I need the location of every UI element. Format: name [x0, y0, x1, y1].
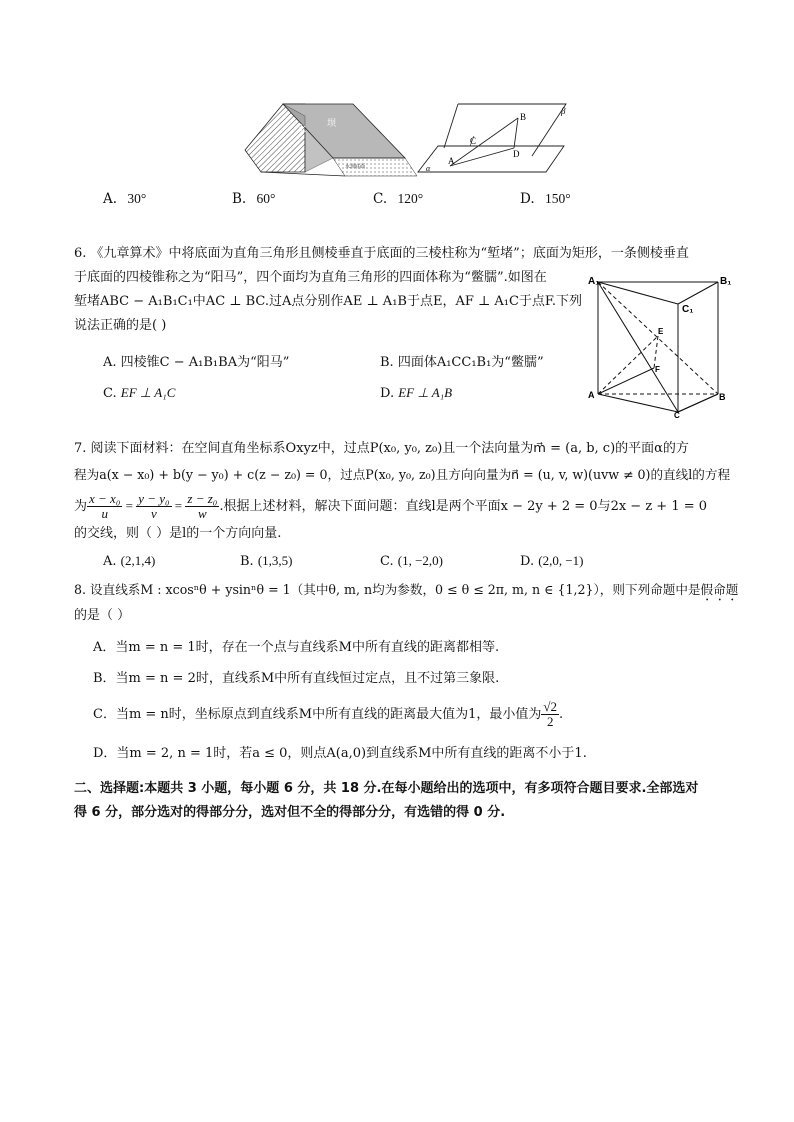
prism-label-A1: A₁ — [588, 276, 600, 287]
planes-label-D: D — [513, 149, 520, 159]
q7-fraction-y — [136, 492, 171, 521]
prism-label-C: C — [674, 411, 680, 420]
q8-line1-text: 8. 设直线系M : xcosⁿθ + ysinⁿθ = 1（其中θ, m, n均为参数，0 ≤ θ ≤ 2π, m, n ∈ {1,2}），则下列命题中是 — [74, 582, 701, 597]
fraction-numerator: √2 — [543, 699, 558, 714]
section2-line1: 二、选择题:本题共 3 小题，每小题 6 分，共 18 分.在每小题给出的选项中，有多项符合题目要求.全部选对 — [74, 781, 699, 796]
option-value: 30° — [127, 191, 147, 206]
q7-fraction-z — [185, 492, 219, 521]
q8-line1 — [74, 580, 738, 604]
fraction-denominator: 2 — [546, 714, 554, 729]
q6-line1: 6. 《九章算术》中将底面为直角三角形且侧棱垂直于底面的三棱柱称为“堑堵”；底面为矩形，一条侧棱垂直 — [74, 246, 689, 261]
q5-option-d — [520, 191, 571, 207]
dam-label-water: 水 — [297, 125, 307, 135]
option-letter: B. — [232, 191, 247, 207]
section2-line2: 得 6 分，部分选对的得部分分，选对但不全的得部分分，有选错的得 0 分. — [74, 805, 506, 820]
q8-option-c — [93, 698, 563, 732]
q7-line2: 程为a(x − x₀) + b(y − y₀) + c(z − z₀) = 0，过点P(x₀, y₀, z₀)且方向向量为n⃗ = (u, v, w)(uvw ≠ 0)的直线l的方程 — [74, 467, 731, 482]
option-value: 60° — [256, 191, 276, 206]
option-letter: D. — [520, 191, 535, 207]
prism-label-B1: B₁ — [720, 276, 732, 287]
option-letter: A. — [103, 355, 117, 370]
planes-label-alpha: α — [426, 164, 431, 173]
q6-option-a — [103, 351, 289, 370]
option-letter: C. — [103, 386, 117, 401]
q7-fraction-x — [87, 492, 122, 521]
q6-option-d — [380, 385, 452, 401]
q8-option-c-text: C．当m = n时，坐标原点到直线系M中所有直线的距离最大值为1，最小值为 — [93, 707, 542, 722]
q7-line3-pre: 为 — [74, 499, 88, 514]
option-letter: D. — [380, 386, 395, 401]
prism-label-A: A — [588, 390, 595, 400]
fraction-numerator: x − x₀ — [89, 491, 121, 506]
option-value: (2,0, −1) — [538, 553, 584, 568]
option-value: (2,1,4) — [120, 553, 156, 568]
q7-line3: 为 $\frac{\text{x − x₀}}{u}$ = $\frac{\text{y − y₀}}{v}$ = $\frac{\text{z − z₀}}{w}$ .根据上述材料，解决下面问题：直线l是两个平面x − 2y + 2 = 0与2x − z + 1 = 0 — [74, 491, 708, 521]
fraction-denominator: v — [150, 506, 157, 521]
q7-option-b — [240, 553, 293, 569]
fraction-numerator: z − z₀ — [187, 491, 218, 506]
option-letter: A. — [103, 554, 117, 569]
fraction-numerator: y − y₀ — [138, 491, 170, 506]
q6-option-b — [380, 351, 544, 370]
q8-option-b: B．当m = n = 2时，直线系M中所有直线恒过定点，且不过第三象限. — [93, 671, 500, 686]
prism-label-B: B — [719, 392, 726, 402]
q7-option-a — [103, 553, 155, 569]
planes-label-A: A — [448, 156, 455, 166]
option-value: 150° — [544, 191, 571, 206]
q7-option-c — [380, 553, 443, 569]
planes-label-C: C — [470, 136, 477, 146]
q8-emphasis: 假命题 — [700, 582, 739, 597]
q5-option-a — [103, 191, 146, 207]
option-text: 四棱锥C − A₁B₁BA为“阳马” — [120, 355, 290, 370]
q7-line1: 7. 阅读下面材料：在空间直角坐标系Oxyz中，过点P(x₀, y₀, z₀)且一个法向量为m⃗ = (a, b, c)的平面α的方 — [74, 441, 689, 456]
q6-line4: 说法正确的是( ) — [74, 318, 167, 333]
option-text: EF ⊥ A₁B — [398, 385, 453, 400]
q8-option-c-end: . — [559, 707, 564, 722]
planes-label-B: B — [520, 112, 527, 122]
option-letter: C. — [380, 554, 394, 569]
prism-label-F: F — [655, 365, 660, 374]
q6-option-c — [103, 385, 175, 401]
q5-option-b — [232, 191, 275, 207]
option-text: EF ⊥ A₁C — [120, 385, 176, 400]
option-letter: B. — [240, 554, 254, 569]
q7-option-d — [520, 553, 583, 569]
dam-label-dam: 坝 — [327, 119, 337, 129]
q5-option-c — [373, 191, 423, 207]
option-letter: A. — [103, 191, 118, 207]
dam-label-base: 水坝底面 — [345, 164, 366, 170]
q8-line2: 的是（ ） — [74, 608, 131, 623]
planes-label-beta: β — [561, 106, 566, 116]
option-value: (1, −2,0) — [397, 553, 444, 568]
dam-figure — [245, 102, 417, 184]
fraction-denominator: u — [101, 506, 108, 521]
planes-figure — [414, 100, 576, 178]
q7-line3-post: .根据上述材料，解决下面问题：直线l是两个平面x − 2y + 2 = 0与2x − z + 1 = 0 — [219, 499, 708, 514]
q7-line4: 的交线，则（ ）是l的一个方向向量. — [74, 526, 282, 541]
option-letter: D. — [520, 554, 535, 569]
option-value: 120° — [397, 191, 424, 206]
q6-line2: 于底面的四棱锥称之为“阳马”，四个面均为直角三角形的四面体称为“鳖臑”.如图在 — [74, 270, 547, 285]
prism-figure — [586, 272, 732, 420]
fraction-denominator: w — [198, 506, 207, 521]
prism-label-E: E — [658, 327, 664, 336]
q8-option-a: A．当m = n = 1时，存在一个点与直线系M中所有直线的距离都相等. — [93, 640, 500, 655]
option-text: 四面体A₁CC₁B₁为“鳖臑” — [397, 355, 544, 370]
option-value: (1,3,5) — [257, 553, 293, 568]
option-letter: B. — [380, 355, 394, 370]
q8-option-d: D．当m = 2, n = 1时，若a ≤ 0，则点A(a,0)到直线系M中所有直线的距离不小于1. — [93, 746, 587, 761]
prism-label-C1: C₁ — [682, 304, 694, 315]
q6-line3: 堑堵ABC − A₁B₁C₁中AC ⊥ BC.过A点分别作AE ⊥ A₁B于点E，AF ⊥ A₁C于点F.下列 — [74, 294, 583, 309]
option-letter: C. — [373, 191, 388, 207]
q8-fraction-sqrt2 — [541, 700, 559, 729]
